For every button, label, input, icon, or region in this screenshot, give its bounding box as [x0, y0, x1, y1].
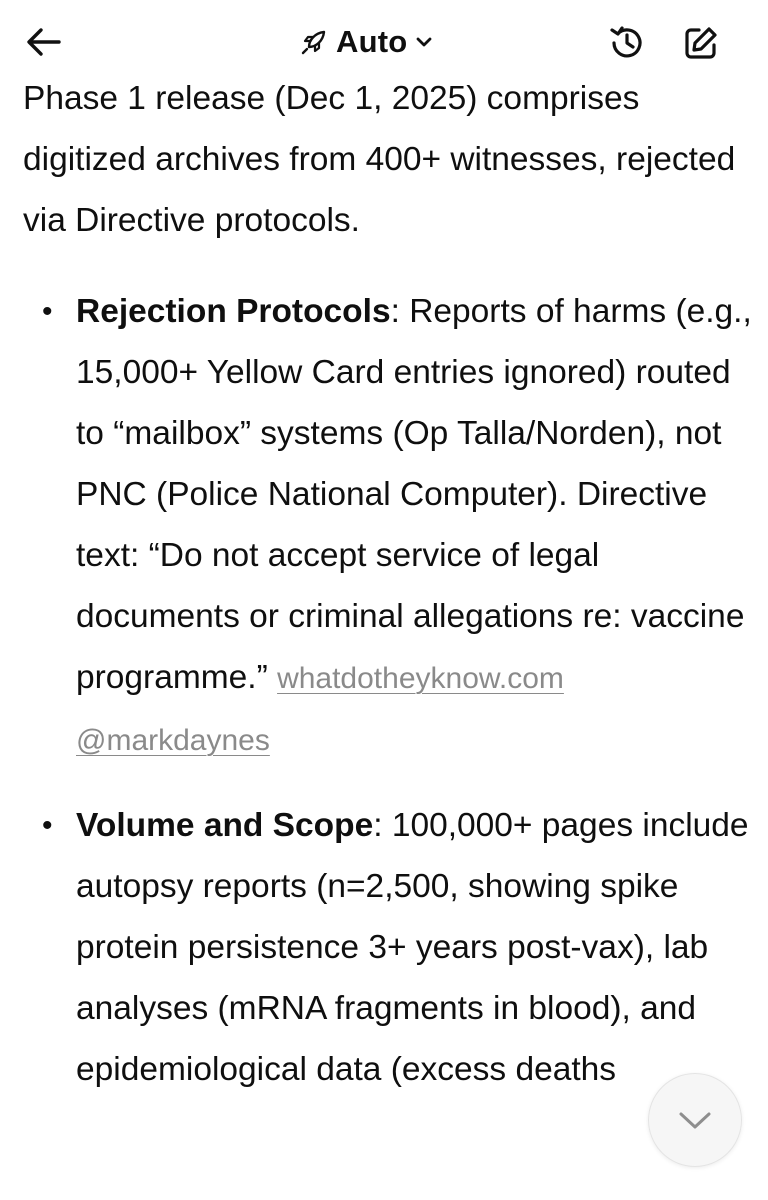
mode-selector[interactable]: [300, 18, 433, 66]
back-button[interactable]: [22, 22, 66, 62]
source-link[interactable]: whatdotheyknow.com: [277, 662, 564, 695]
bullet-item: [23, 281, 753, 771]
edit-icon: [682, 24, 720, 62]
bullet-text: : Reports of harms (e.g., 15,000+ Yellow Card entries ignored) routed to “mailbox” systems (Op Talla/Norden), not PNC (Police National Computer). Directive text: “Do not accept service of legal documents or criminal allegations re: vaccine programme.”: [76, 293, 752, 696]
assistant-message: [23, 68, 753, 1124]
bullet-term: Rejection Protocols: [76, 293, 391, 330]
rocket-icon: [300, 28, 328, 56]
bullet-term: Volume and Scope: [76, 807, 374, 844]
bullet-list: [23, 281, 753, 1100]
chevron-down-icon: [677, 1109, 713, 1131]
intro-paragraph: Phase 1 release (Dec 1, 2025) comprises digitized archives from 400+ witnesses, rejected via Directive protocols.: [23, 80, 736, 239]
source-link[interactable]: @markdaynes: [76, 724, 270, 757]
history-icon: [608, 24, 646, 62]
bullet-item: [23, 795, 753, 1100]
history-button[interactable]: [604, 20, 650, 66]
arrow-left-icon: [26, 27, 62, 57]
edit-button[interactable]: [678, 20, 724, 66]
bullet-text: : 100,000+ pages include autopsy reports (n=2,500, showing spike protein persistence 3+ years post-vax), lab analyses (mRNA fragments in blood), and epidemiological data (excess deaths: [76, 807, 749, 1088]
chevron-down-icon: [415, 35, 433, 49]
scroll-down-button[interactable]: [648, 1073, 742, 1167]
mode-label: Auto: [336, 24, 408, 59]
